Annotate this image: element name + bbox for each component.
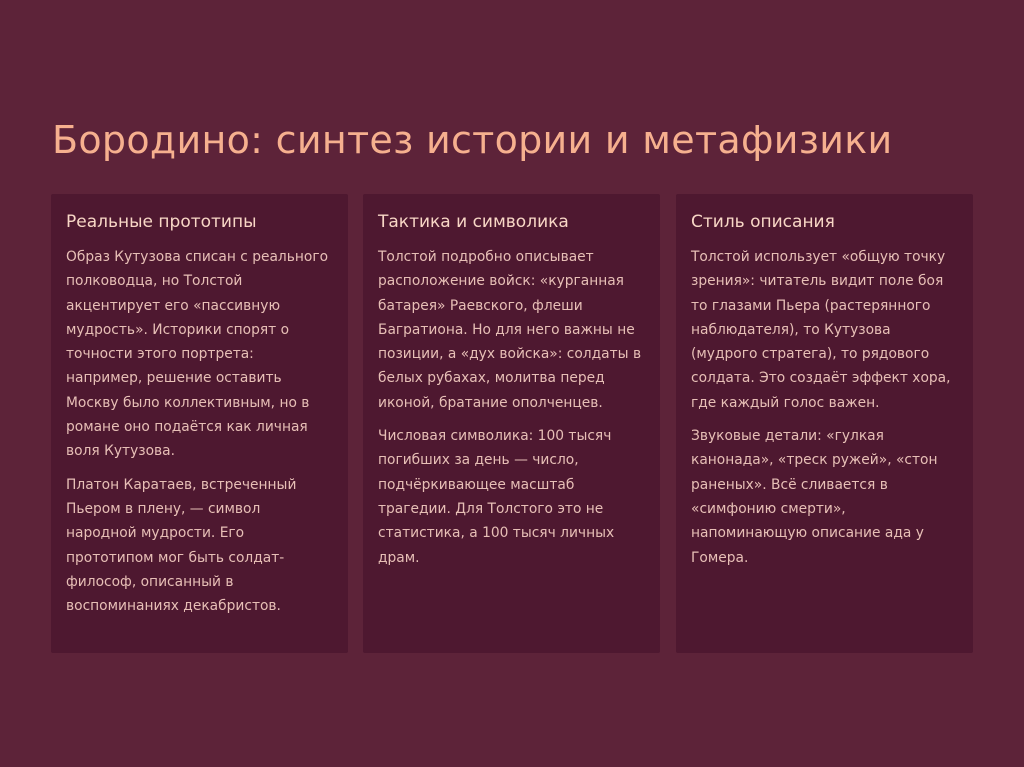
card-paragraph: Звуковые детали: «гулкая канонада», «треск ружей», «стон раненых». Всё сливается в «симфонию смерти», напоминающую описание ада у Гомера. (691, 428, 938, 566)
card-heading: Реальные прототипы (66, 212, 257, 232)
columns-container (51, 194, 973, 653)
card-paragraph: Образ Кутузова списан с реального полководца, но Толстой акцентирует его «пассивную мудрость». Историки спорят о точности этого портрета: например, решение оставить Москву было коллективным, но в романе оно подаётся как личная воля Кутузова. (66, 249, 329, 460)
card-paragraph: Платон Каратаев, встреченный Пьером в плену, — символ народной мудрости. Его прототипом мог быть солдат-философ, описанный в воспоминаниях декабристов. (66, 476, 297, 615)
card-heading: Тактика и символика (378, 212, 569, 232)
card-paragraph: Числовая символика: 100 тысяч погибших за день — число, подчёркивающее масштаб трагедии. Для Толстого это не статистика, а 100 тысяч личных драм. (378, 428, 615, 566)
card-real-prototypes (51, 194, 348, 653)
slide-title: Бородино: синтез истории и метафизики (52, 118, 893, 162)
card-paragraph: Толстой подробно описывает расположение войск: «курганная батарея» Раевского, флеши Багратиона. Но для него важны не позиции, а «дух войска»: солдаты в белых рубахах, молитва перед иконой, братание ополченцев. (378, 249, 642, 411)
card-paragraph: Толстой использует «общую точку зрения»: читатель видит поле боя то глазами Пьера (растерянного наблюдателя), то Кутузова (мудрого стратега), то рядового солдата. Это создаёт эффект хора, где каждый голос важен. (691, 249, 951, 411)
card-heading: Стиль описания (691, 212, 835, 232)
card-tactics-symbolism (363, 194, 660, 653)
card-description-style (676, 194, 973, 653)
